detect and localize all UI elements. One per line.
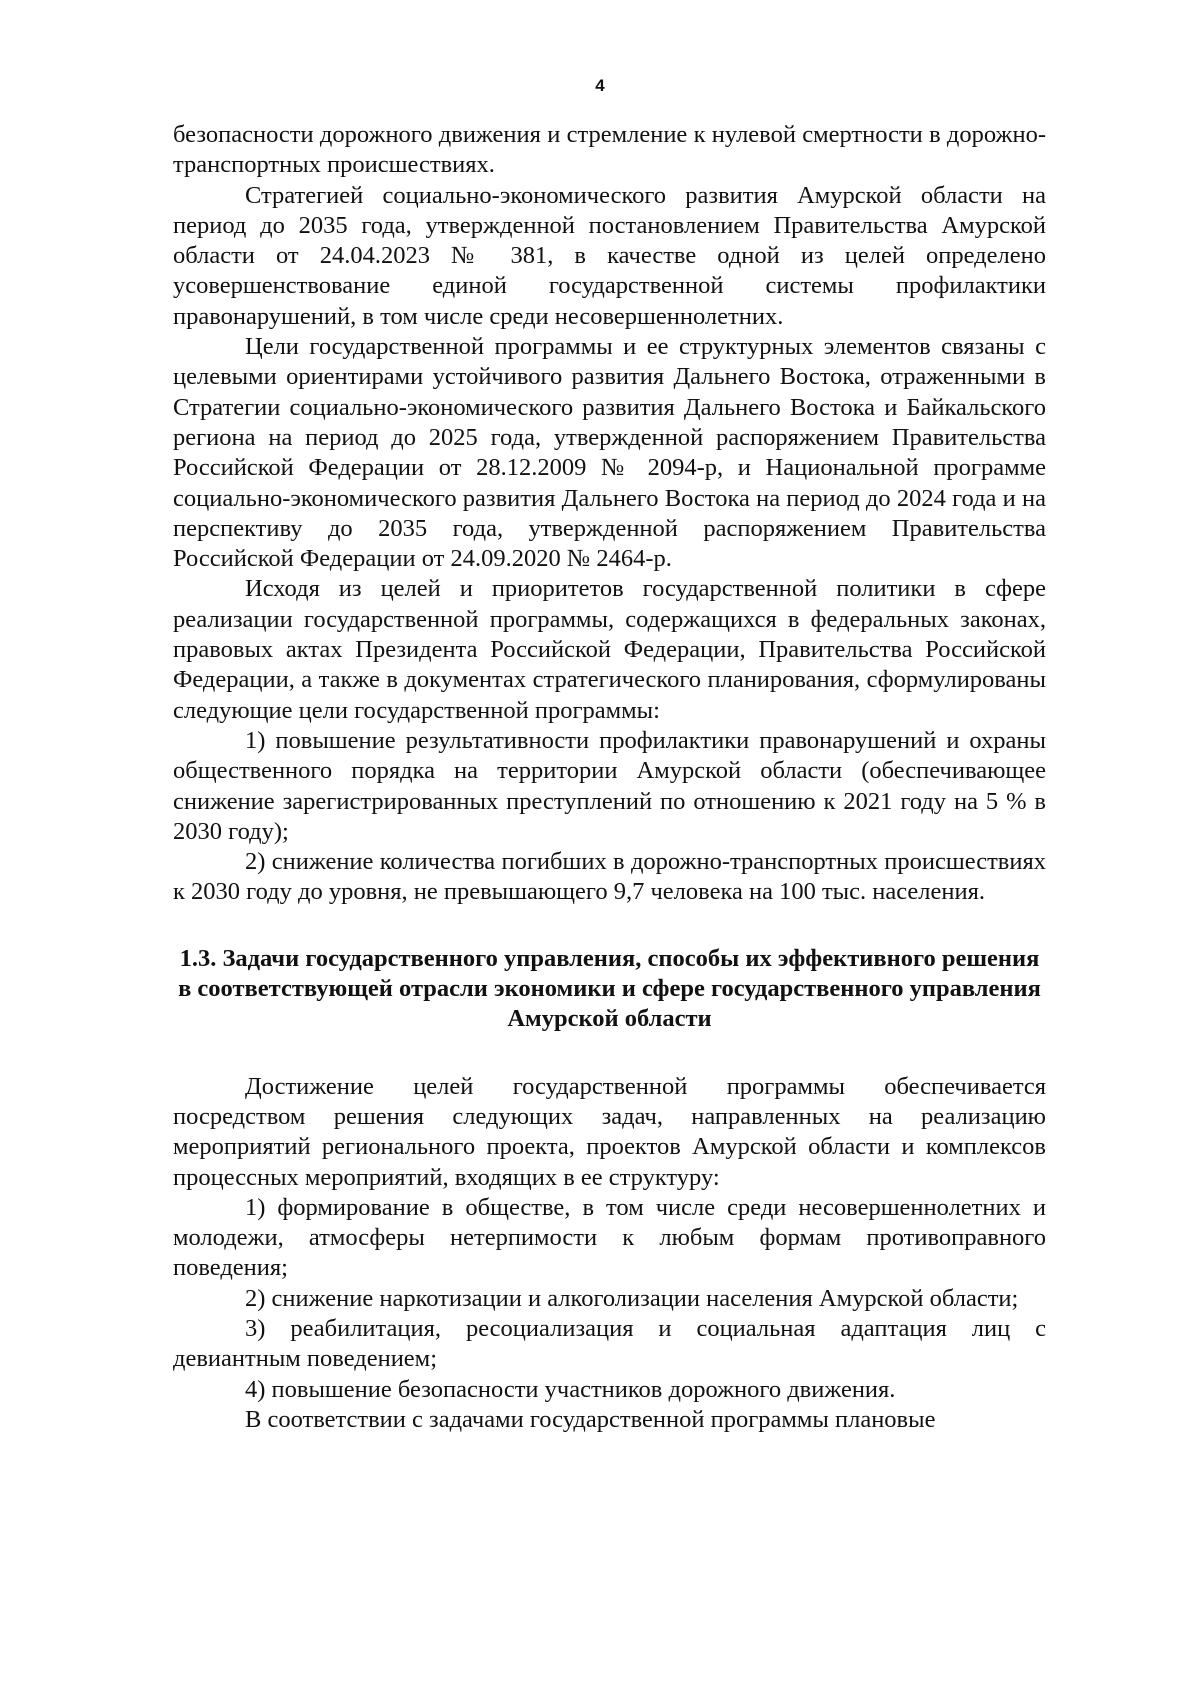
list-item-task-1: 1) формирование в обществе, в том числе среди несовершеннолетних и молодежи, атмосферы нетерпимости к любым формам противоправного поведения; [173, 1193, 1046, 1282]
list-item-task-4: 4) повышение безопасности участников дорожного движения. [245, 1375, 896, 1403]
paragraph-strategy-amur: Стратегией социально-экономического развития Амурской области на период до 2035 года, утвержденной постановлением Правительства Амурской области от 24.04.2023 № 381, в качестве одной из целей определено усовершенствование единой государственной системы профилактики правонарушений, в том числе среди несовершеннолетних. [173, 181, 1046, 330]
page-number: 4 [595, 76, 605, 95]
list-item-goal-1: 1) повышение результативности профилактики правонарушений и охраны общественного порядка на территории Амурской области (обеспечивающее снижение зарегистрированных преступлений по отношению к 2021 году на 5 % в 2030 году); [173, 726, 1046, 845]
document-body [173, 120, 1046, 1435]
section-heading: 1.3. Задачи государственного управления, способы их эффективного решения в соответствующей отрасли экономики и сфере государственного управления Амурской области [178, 944, 1041, 1033]
list-item-goal-2: 2) снижение количества погибших в дорожно-транспортных происшествиях к 2030 году до уровня, не превышающего 9,7 человека на 100 тыс. населения. [173, 848, 1046, 906]
list-item-task-3: 3) реабилитация, ресоциализация и социальная адаптация лиц с девиантным поведением; [173, 1314, 1046, 1373]
paragraph-tasks-continuation: В соответствии с задачами государственной программы плановые [245, 1405, 936, 1433]
heading-spacer [173, 1035, 1046, 1072]
list-item-task-2: 2) снижение наркотизации и алкоголизации населения Амурской области; [245, 1284, 1019, 1312]
paragraph-program-goals-intro: Исходя из целей и приоритетов государственной политики в сфере реализации государственной программы, содержащихся в федеральных законах, правовых актах Президента Российской Федерации, Правительства Российской Федерации, а также в документах стратегического планирования, сформулированы следующие цели государственной программы: [173, 575, 1046, 724]
paragraph-tasks-intro: Достижение целей государственной программы обеспечивается посредством решения следующих задач, направленных на реализацию мероприятий регионального проекта, проектов Амурской области и комплексов процессных мероприятий, входящих в ее структуру: [173, 1072, 1046, 1191]
paragraph-continuation: безопасности дорожного движения и стремление к нулевой смертности в дорожно-транспортных происшествиях. [173, 121, 1046, 179]
paragraph-far-east-goals: Цели государственной программы и ее структурных элементов связаны с целевыми ориентирами устойчивого развития Дальнего Востока, отраженными в Стратегии социально-экономического развития Дальнего Востока и Байкальского региона на период до 2025 года, утвержденной распоряжением Правительства Российской Федерации от 28.12.2009 № 2094-р, и Национальной программе социально-экономического развития Дальнего Востока на период до 2024 года и на перспективу до 2035 года, утвержденной распоряжением Правительства Российской Федерации от 24.09.2020 № 2464-р. [173, 333, 1046, 573]
